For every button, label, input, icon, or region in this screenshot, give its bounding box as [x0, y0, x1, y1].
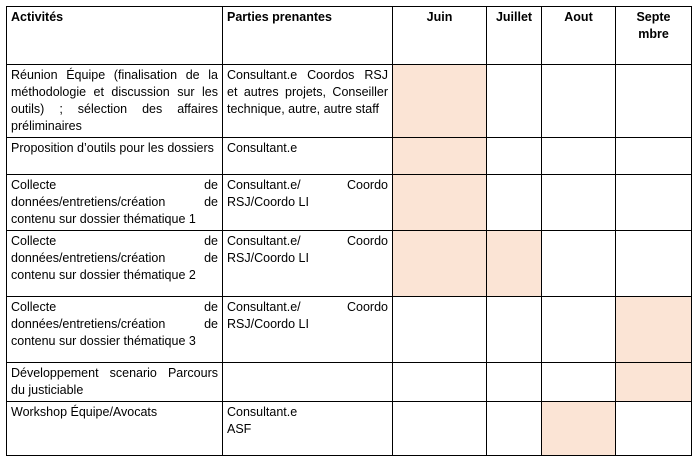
header-row: [7, 7, 692, 65]
stakeholders-cell: Consultant.e/ Coordo RSJ/Coordo LI: [223, 175, 393, 231]
month-cell-june: [393, 402, 487, 456]
schedule-table: [6, 6, 692, 456]
month-cell-june: [393, 297, 487, 363]
header-month-august: Aout: [542, 7, 616, 65]
activity-cell: Réunion Équipe (finalisation de la méthodologie et discussion sur les outils) ; sélection des affaires préliminaires: [7, 65, 223, 138]
month-cell-september: [616, 402, 692, 456]
stakeholders-cell: Consultant.e/ Coordo RSJ/Coordo LI: [223, 297, 393, 363]
month-cell-september: [616, 297, 692, 363]
table-row: [7, 231, 692, 297]
header-month-july: Juillet: [487, 7, 542, 65]
header-activities: Activités: [7, 7, 223, 65]
table-row: [7, 363, 692, 402]
schedule-table-container: [6, 6, 692, 456]
month-cell-august: [542, 297, 616, 363]
activity-cell: Collecte de données/entretiens/création de contenu sur dossier thématique 1: [7, 175, 223, 231]
month-cell-july: [487, 402, 542, 456]
month-cell-july: [487, 363, 542, 402]
stakeholders-cell: Consultant.e ASF: [223, 402, 393, 456]
table-row: [7, 402, 692, 456]
table-row: [7, 138, 692, 175]
month-cell-september: [616, 175, 692, 231]
month-cell-july: [487, 175, 542, 231]
month-cell-august: [542, 138, 616, 175]
stakeholders-cell: Consultant.e: [223, 138, 393, 175]
month-cell-june: [393, 138, 487, 175]
month-cell-september: [616, 65, 692, 138]
month-cell-july: [487, 231, 542, 297]
month-cell-august: [542, 363, 616, 402]
header-stakeholders: Parties prenantes: [223, 7, 393, 65]
month-cell-august: [542, 231, 616, 297]
activity-cell: Workshop Équipe/Avocats: [7, 402, 223, 456]
activity-cell: Proposition d’outils pour les dossiers: [7, 138, 223, 175]
month-cell-july: [487, 138, 542, 175]
month-cell-august: [542, 65, 616, 138]
month-cell-june: [393, 363, 487, 402]
month-cell-august: [542, 402, 616, 456]
month-cell-june: [393, 231, 487, 297]
month-cell-july: [487, 65, 542, 138]
month-cell-june: [393, 175, 487, 231]
month-cell-june: [393, 65, 487, 138]
header-month-june: Juin: [393, 7, 487, 65]
activity-cell: Développement scenario Parcours du justiciable: [7, 363, 223, 402]
month-cell-september: [616, 231, 692, 297]
header-month-september: Septe mbre: [616, 7, 692, 65]
month-cell-september: [616, 363, 692, 402]
stakeholders-cell: Consultant.e/ Coordo RSJ/Coordo LI: [223, 231, 393, 297]
table-row: [7, 297, 692, 363]
month-cell-august: [542, 175, 616, 231]
table-row: [7, 65, 692, 138]
month-cell-july: [487, 297, 542, 363]
table-row: [7, 175, 692, 231]
stakeholders-cell: Consultant.e Coordos RSJ et autres projets, Conseiller technique, autre, autre staff: [223, 65, 393, 138]
stakeholders-cell: [223, 363, 393, 402]
activity-cell: Collecte de données/entretiens/création de contenu sur dossier thématique 2: [7, 231, 223, 297]
activity-cell: Collecte de données/entretiens/création de contenu sur dossier thématique 3: [7, 297, 223, 363]
month-cell-september: [616, 138, 692, 175]
